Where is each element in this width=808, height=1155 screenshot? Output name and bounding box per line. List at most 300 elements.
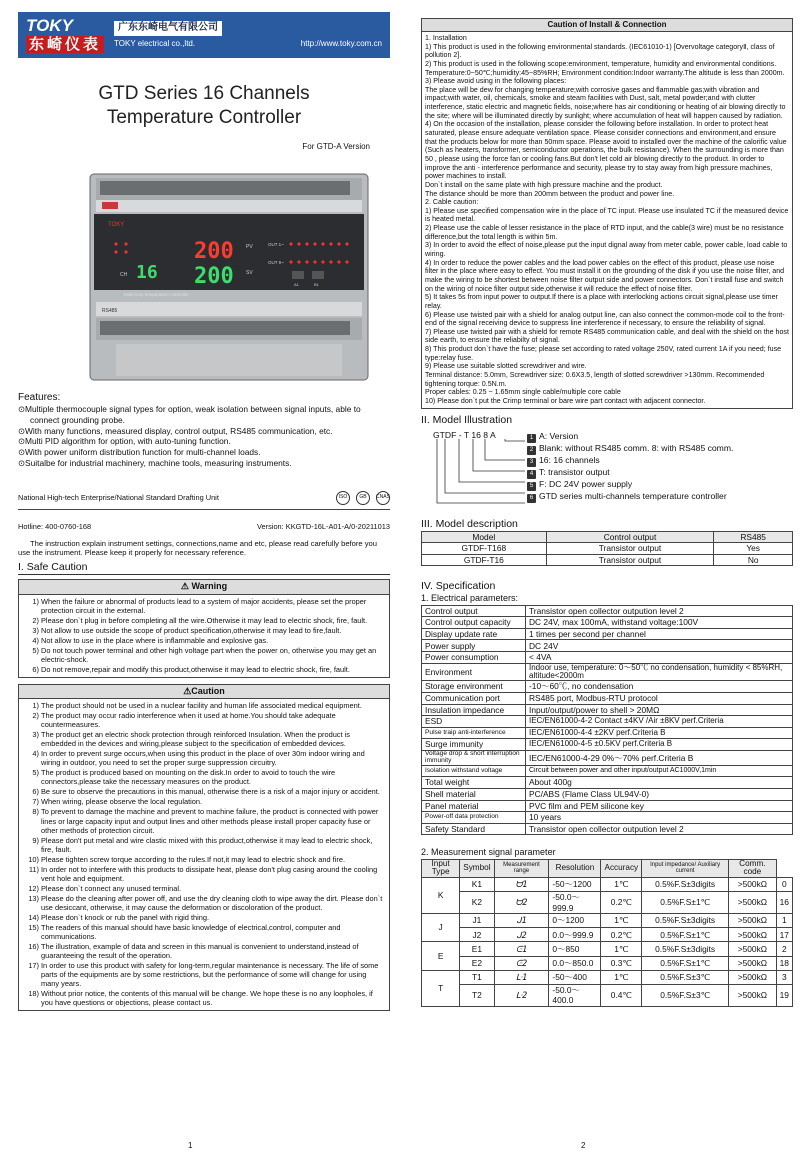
table-cell: >500kΩ xyxy=(729,928,777,942)
table-row xyxy=(422,789,793,801)
sv-label: SV xyxy=(246,269,253,276)
table-row xyxy=(422,800,793,812)
table-row xyxy=(422,812,793,824)
spec-label: Safety Standard xyxy=(422,823,526,835)
model-ill-text: 16: 16 channels xyxy=(539,454,600,465)
install-line: 4) In order to reduce the power cables and the load power cables on the effect of this product, please use noise filter in the place where easy to effect. You must install it on the grounding of the disk if you use the noise filter, and make the wiring to be shortest between noise filter output side and power connectors. Don`t install fuse and switch on the wiring of noice filter output side,otherwise it will reduce the effect of noise filter. xyxy=(425,258,785,293)
spec-value: < 4VA xyxy=(526,652,793,664)
model-ill-heading: II. Model Illustration xyxy=(421,413,513,426)
table-cell: 0.0～999.9 xyxy=(549,928,601,942)
table-cell: 18 xyxy=(776,956,792,970)
table-cell: 0.5%F.S±1℃ xyxy=(642,956,729,970)
spec-label: Voltage drop & short interruption immunity xyxy=(422,750,526,765)
model-ill-text: GTD series multi-channels temperature controller xyxy=(539,490,727,501)
model-ill-item xyxy=(527,467,733,479)
table-cell: 1℃ xyxy=(601,942,642,956)
list-item-text: The product get an electric shock protection through reinforced Insulation. When the product is embedded in the devices and wiring,please subject to the specification of embedded devices. xyxy=(41,730,350,749)
list-item-text: To prevent to damage the machine and prevent to machine failure, the product is connected with power lines or large capacity input and output lines and other methods please install proper capacity fuse or other methods of protection circuit. xyxy=(41,807,379,835)
spec-value: Transistor open collector outpution level 2 xyxy=(526,823,793,835)
spec-value: 1 times per second per channel xyxy=(526,628,793,640)
list-item: 14) Please don`t knock or rub the panel with rigid thing. xyxy=(28,912,210,922)
table-row xyxy=(422,628,793,640)
spec-value: PVC film and PEM silicone key xyxy=(526,800,793,812)
table-row xyxy=(422,681,793,693)
table-cell: >500kΩ xyxy=(729,877,777,891)
table-cell: 0.4℃ xyxy=(601,984,642,1006)
model-ill-num: 4 xyxy=(527,470,536,479)
list-item: 10) Please tighten screw torque according to the rules.If not,it may lead to electric shock and fire. xyxy=(28,854,345,864)
table-cell: >500kΩ xyxy=(729,984,777,1006)
model-illustration xyxy=(421,427,793,513)
table-row xyxy=(422,640,793,652)
list-item-text: The product should not be used in a nuclear facility and human life associated medical equipment. xyxy=(41,701,362,711)
table-cell: 0.5%F.S±3℃ xyxy=(642,970,729,984)
list-item-text: Be sure to observe the precautions in this manual, otherwise there is a risk of a major injury or accident. xyxy=(41,787,380,797)
table-header-cell: Control output xyxy=(546,531,714,543)
page-number: 1 xyxy=(188,1141,193,1150)
gb-icon: GB xyxy=(356,491,370,505)
table-cell: Transistor output xyxy=(546,543,714,555)
symbol-cell: ᕮ1 xyxy=(494,942,549,956)
table-cell: GTDF-T168 xyxy=(422,543,547,555)
table-cell: -50.0～999.9 xyxy=(549,892,601,914)
spec-label: Control output xyxy=(422,605,526,617)
version-note: For GTD-A Version xyxy=(302,141,370,151)
table-cell: 0.2℃ xyxy=(601,892,642,914)
symbol-cell: ᗨ1 xyxy=(494,877,549,891)
spec-value: IEC/EN61000-4-2 Contact ±4KV /Air ±8KV perf.Criteria xyxy=(526,716,793,728)
list-item: 17) In order to use this product with safety for long-term,regular maintenance is necessary. The life of some parts of the equipments are by some restrictions, but the performance of some will change for using many years. xyxy=(28,960,379,989)
symbol-cell: ᒍ1 xyxy=(494,914,549,928)
table-row xyxy=(422,617,793,629)
list-item: 1) When the failure or abnormal of products lead to a system of major accidents, please set the proper protection circuit in the external. xyxy=(32,596,367,615)
table-row xyxy=(422,750,793,765)
install-line: 2. Cable caution: xyxy=(425,198,479,207)
table-row xyxy=(422,704,793,716)
list-item: 3) The product get an electric shock protection through reinforced Insulation. When the product is embedded in the devices and wiring,please subject to the specification of embedded devices. xyxy=(32,730,350,749)
table-cell: -50.0～400.0 xyxy=(549,984,601,1006)
spec-table xyxy=(421,605,793,836)
install-line: 3) In order to avoid the effect of noise,please put the input dignal away from meter cable, power cable, load cable to wiring. xyxy=(425,241,788,259)
list-item-text: Please do the cleaning after power off, and use the dry cleaning cloth to wipe away the dirt. Please don`t use desiccant, otherwise, it may cause the deformation or discoloration of the product. xyxy=(41,893,383,912)
pv-label: PV xyxy=(246,243,253,250)
model-ill-item xyxy=(527,491,733,503)
table-row xyxy=(422,892,793,914)
table-row xyxy=(422,823,793,835)
spec-value: IEC/EN61000-4-4 ±2KV perf.Criteria B xyxy=(526,727,793,739)
install-line: 1) Please use specified compensation wire in the place of TC input. Please use insulated TC if the measured device is heated metal. xyxy=(425,206,789,224)
list-item-text: Not allow to use in the place where is inflammable and explosive gas. xyxy=(41,635,269,645)
caution-title: ⚠Caution xyxy=(19,685,389,699)
table-cell: 0.5%F.S±3digits xyxy=(642,942,729,956)
symbol-cell: ᕮ2 xyxy=(494,956,549,970)
list-item: 9) Please don't put metal and wire clastic mixed with this product,otherwise it may lead to electric shock, fire, fault. xyxy=(32,835,373,854)
header-bar xyxy=(18,12,390,58)
input-type-cell: E xyxy=(422,942,460,970)
model-ill-item xyxy=(527,431,733,443)
table-header-cell: Accuracy xyxy=(601,859,642,877)
input-type-cell: T xyxy=(422,970,460,1006)
list-item-text: Please don`t plug in before completing all the wire.Otherwise it may lead to electric shock, fire, fault. xyxy=(41,615,368,625)
spec-label: Total weight xyxy=(422,777,526,789)
features-section xyxy=(18,392,390,469)
spec-value: Indoor use, temperature: 0～50℃ no condensation, humidity < 85%RH, altitude<2000m xyxy=(526,663,793,681)
table-cell: 19 xyxy=(776,984,792,1006)
table-header-cell: Comm. code xyxy=(729,859,777,877)
table-cell: 1℃ xyxy=(601,914,642,928)
list-item: 7) When wiring, please observe the local regulation. xyxy=(32,797,203,807)
model-ill-text: Blank: without RS485 comm. 8: with RS485 comm. xyxy=(539,442,734,453)
rs485-label: RS485 xyxy=(102,307,118,314)
warning-box xyxy=(18,579,390,678)
symbol-cell: ᒷ1 xyxy=(494,970,549,984)
table-cell: 0.5%F.S±3℃ xyxy=(642,984,729,1006)
table-cell: Yes xyxy=(714,543,793,555)
table-cell: 0.3℃ xyxy=(601,956,642,970)
spec-value: 10 years xyxy=(526,812,793,824)
table-cell: >500kΩ xyxy=(729,970,777,984)
install-body xyxy=(422,32,792,408)
table-cell: K2 xyxy=(460,892,494,914)
table-row xyxy=(422,663,793,681)
spec-label: Storage environment xyxy=(422,681,526,693)
install-line: Don`t install on the same plate with high pressure machine and the product. xyxy=(425,180,663,189)
table-cell: E2 xyxy=(460,956,494,970)
table-cell: 2 xyxy=(776,942,792,956)
table-header-cell: Symbol xyxy=(460,859,494,877)
spec-value: DC 24V xyxy=(526,640,793,652)
list-item: 11) In order not to interfere with this products to dissipate heat, please don't plug casing around the cooling vent hole and equipment. xyxy=(28,864,378,883)
install-line: 10) Please don`t put the Crimp terminal or bare wire part contact with adjacent connector. xyxy=(425,396,706,405)
table-cell: T2 xyxy=(460,984,494,1006)
install-line: 1) This product is used in the following environmental standards. (IEC61010-1) [Overvoltage categoryⅡ, class of pollution 2]. xyxy=(425,42,775,60)
list-item-text: Please don`t knock or rub the panel with rigid thing. xyxy=(41,912,210,922)
table-cell: 0～1200 xyxy=(549,914,601,928)
table-row xyxy=(422,554,793,566)
table-cell: >500kΩ xyxy=(729,942,777,956)
install-line: 8) This product don`t have the fuse; please set according to rated voltage 250V, rated current 1A if you need; fuse type:relay fuse. xyxy=(425,345,782,362)
brand-logo xyxy=(26,17,104,53)
table-cell: Transistor output xyxy=(546,554,714,566)
warning-list xyxy=(19,595,389,677)
list-item: 4) Not allow to use in the place where is inflammable and explosive gas. xyxy=(32,635,269,645)
logo-en: TOKY xyxy=(26,16,73,35)
spec-value: Input/output/power to shell > 20MΩ xyxy=(526,704,793,716)
list-item: 8) To prevent to damage the machine and prevent to machine failure, the product is connected with power lines or large capacity input and output lines and other methods please install proper capacity fuse or other methods of protection circuit. xyxy=(32,807,379,835)
table-row xyxy=(422,605,793,617)
table-cell: 17 xyxy=(776,928,792,942)
list-item-text: Do not touch power terminal and other high voltage part when the power on, otherwise you may get an electric-shock. xyxy=(41,645,377,664)
install-line: Terminal distance: 5.0mm, Screwdriver size: 0.6X3.5, length of slotted screwdriver >130mm. Recommended tightening torque: 0.5N.m. xyxy=(425,370,765,388)
table-cell: 0～850 xyxy=(549,942,601,956)
model-ill-num: 6 xyxy=(527,494,536,503)
table-row xyxy=(422,727,793,739)
table-cell: 0.5%F.S±1℃ xyxy=(642,892,729,914)
a1-key xyxy=(292,271,304,279)
meas-table xyxy=(421,859,793,1007)
list-item-text: In order to prevent surge occurs,when using this product in the place of over 30m indoor wiring and wiring in outdoor, you need to set the proper surge suppression circuitry. xyxy=(41,749,365,768)
logo-cn: 东崎仪表 xyxy=(26,36,104,53)
device-image xyxy=(86,172,372,382)
warning-title: ⚠ Warning xyxy=(19,580,389,594)
table-cell: 1 xyxy=(776,914,792,928)
model-desc-table xyxy=(421,531,793,567)
spec-value: RS485 port, Modbus-RTU protocol xyxy=(526,693,793,705)
table-cell: >500kΩ xyxy=(729,956,777,970)
spec-label: Communication port xyxy=(422,693,526,705)
sv-display: 200 xyxy=(194,263,234,289)
table-row xyxy=(422,777,793,789)
table-cell: 1℃ xyxy=(601,877,642,891)
feature-item: ⊙Suitalbe for industrial machinery, machine tools, measuring instruments. xyxy=(18,457,292,468)
table-cell: 0.0～850.0 xyxy=(549,956,601,970)
list-item-text: Do not remove,repair and modify this product,otherwise it may lead to electric shock, fire, fault. xyxy=(41,664,350,674)
table-cell: 1℃ xyxy=(601,970,642,984)
list-item: 18) Without prior notice, the contents of this manual will be change. We hope these is no any loopholes, if you have questions or objections, please contact us. xyxy=(28,989,373,1008)
model-ill-num: 2 xyxy=(527,446,536,455)
model-ill-text: T: transistor output xyxy=(539,466,610,477)
company-cn: 广东东崎电气有限公司 xyxy=(114,21,222,36)
list-item: 13) Please do the cleaning after power off, and use the dry cleaning cloth to wipe away the dirt. Please don`t use desiccant, otherwise, it may cause the deformation or discoloration of the product. xyxy=(28,893,383,912)
spec-label: Isolation withstand voltage xyxy=(422,765,526,777)
install-line: 5) It takes 5s from input power to output.If there is a place with interlocking actions circuit signal,please use timer relay. xyxy=(425,293,778,310)
company-url[interactable]: http://www.toky.com.cn xyxy=(300,38,382,48)
spec-label: Power-off data protection xyxy=(422,812,526,824)
caution-box xyxy=(18,684,390,1011)
iso-icon: ISO xyxy=(336,491,350,505)
install-line: 9) Please use suitable slotted screwdriver and wire. xyxy=(425,362,587,371)
table-cell: -50～1200 xyxy=(549,877,601,891)
model-ill-item xyxy=(527,455,733,467)
spec-label: ESD xyxy=(422,716,526,728)
title-line-2: Temperature Controller xyxy=(106,106,302,128)
install-line: Proper cables: 0.25 ~ 1.65mm single cable/multiple core cable xyxy=(425,388,621,397)
list-item: 4) In order to prevent surge occurs,when using this product in the place of over 30m indoor wiring and wiring in outdoor, you need to set the proper surge suppression circuitry. xyxy=(32,749,365,768)
ch-display: 16 xyxy=(136,261,158,283)
spec-label: Panel material xyxy=(422,800,526,812)
table-row xyxy=(422,765,793,777)
device-brand: TOKY xyxy=(108,221,125,228)
out-9-label: OUT 9~ xyxy=(268,259,284,265)
spec-value: -10～60℃, no condensation xyxy=(526,681,793,693)
table-row xyxy=(422,970,793,984)
table-cell: 0 xyxy=(776,877,792,891)
list-item-text: In order not to interfere with this products to dissipate heat, please don't plug casing around the cooling vent hole and equipment. xyxy=(41,864,378,883)
spec-sub: 1. Electrical parameters: xyxy=(421,593,519,604)
spec-label: Control output capacity xyxy=(422,617,526,629)
model-code: GTDF - T 16 8 A xyxy=(433,429,496,440)
model-ill-text: A: Version xyxy=(539,430,579,441)
title-line-1: GTD Series 16 Channels xyxy=(98,83,310,104)
table-cell: J2 xyxy=(460,928,494,942)
hotline-row xyxy=(18,522,390,531)
table-header-cell: Model xyxy=(422,531,547,543)
b1-key xyxy=(312,271,324,279)
input-type-cell: K xyxy=(422,877,460,913)
feature-item: ⊙Multi PID algorithm for option, with auto-tuning function. xyxy=(18,436,231,447)
model-ill-text: F: DC 24V power supply xyxy=(539,478,633,489)
list-item: 16) The illustration, example of data and screen in this manual is convenient to understand,instead of guaranteeing the result of the operation. xyxy=(28,941,359,960)
list-item-text: The readers of this manual should have basic knowledge of electrical,control, computer and communications. xyxy=(41,922,341,941)
spec-value: About 400g xyxy=(526,777,793,789)
table-cell: J1 xyxy=(460,914,494,928)
table-cell: -50～400 xyxy=(549,970,601,984)
spec-label: Shell material xyxy=(422,789,526,801)
list-item-text: Not allow to use outside the scope of product specification,otherwise it may lead to fire,fault. xyxy=(41,625,342,635)
table-row xyxy=(422,693,793,705)
table-cell: K1 xyxy=(460,877,494,891)
table-row xyxy=(422,956,793,970)
table-row xyxy=(422,652,793,664)
list-item-text: Without prior notice, the contents of this manual will be change. We hope these is no any loopholes, if you have questions or objections, please contact us. xyxy=(41,989,373,1008)
spec-label: Display update rate xyxy=(422,628,526,640)
list-item-text: When wiring, please observe the local regulation. xyxy=(41,797,203,807)
a1-label: A1 xyxy=(294,281,299,287)
spec-label: Power consumption xyxy=(422,652,526,664)
list-item: 6) Be sure to observe the precautions in this manual, otherwise there is a risk of a major injury or accident. xyxy=(32,787,380,797)
table-header-row xyxy=(422,859,793,877)
cert-text: National High-tech Enterprise/National Standard Drafting Unit xyxy=(18,492,219,502)
list-item: 12) Please don`t connect any unused terminal. xyxy=(28,883,182,893)
spec-value: Transistor open collector outpution level 2 xyxy=(526,605,793,617)
install-line: 7) Please use twisted pair with a shield for remote RS485 communication cable, and deal with the shield on the host side earth, to ensure the reliabilty of signal. xyxy=(425,327,789,345)
install-line: The distance should be more than 200mm between the product and power line. xyxy=(425,189,675,198)
safe-caution-heading: I. Safe Caution xyxy=(18,561,390,575)
list-item-text: Please tighten screw torque according to the rules.If not,it may lead to electric shock and fire. xyxy=(41,854,345,864)
spec-value: IEC/EN61000-4-5 ±0.5KV perf.Criteria B xyxy=(526,739,793,751)
cnas-icon: CNAS xyxy=(376,491,390,505)
spec-label: Environment xyxy=(422,663,526,681)
table-row xyxy=(422,739,793,751)
feature-item: ⊙Multiple thermocouple signal types for option, weak isolation between signal inputs, able to connect grounding probe. xyxy=(18,404,361,425)
table-row xyxy=(422,942,793,956)
spec-value: DC 24V, max 100mA, withstand voltage:100V xyxy=(526,617,793,629)
install-box xyxy=(421,18,793,409)
symbol-cell: ᒷ2 xyxy=(494,984,549,1006)
list-item-text: The product may occur radio interference when it used at home.You should take adequate countermeasures. xyxy=(41,711,336,730)
page-1 xyxy=(18,0,390,1155)
list-item: 3) Not allow to use outside the scope of product specification,otherwise it may lead to fire,fault. xyxy=(32,625,342,635)
install-line: 2) Please use the cable of lesser resistance in the place of RTD input, and the cable(3 wire) must be no resistance difference,but the total length is within 5m. xyxy=(425,224,784,241)
spec-heading: IV. Specification xyxy=(421,580,496,593)
feature-item: ⊙With many functions, measured display, control output, RS485 communication, etc. xyxy=(18,425,333,436)
device-sublabel: Multi-loop temperature controller xyxy=(124,291,189,297)
symbol-cell: ᒍ2 xyxy=(494,928,549,942)
install-line: 2) This product is used in the following scope:environment, temperature, humidity and environmental conditions. Temperature:0~50℃;humidity:45~85%RH; Environment condition:Indoor warranty.The altitude is less than 2000m. xyxy=(425,59,785,77)
table-row xyxy=(422,543,793,555)
pv-display: 200 xyxy=(194,238,234,264)
table-row xyxy=(422,984,793,1006)
model-ill-item xyxy=(527,479,733,491)
table-row xyxy=(422,914,793,928)
spec-label: Insulation impedance xyxy=(422,704,526,716)
install-title: Caution of Install & Connection xyxy=(422,19,792,32)
list-item: 15) The readers of this manual should have basic knowledge of electrical,control, computer and communications. xyxy=(28,922,341,941)
list-item-text: The product is produced based on mounting on the disk.In order to avoid to touch the wire connectors,please take the necessary measures on the product. xyxy=(41,768,336,787)
spec-value: PC/ABS (Flame Class UL94V-0) xyxy=(526,789,793,801)
install-line: 1. Installation xyxy=(425,34,467,42)
ch-label: CH xyxy=(120,271,128,278)
table-row xyxy=(422,877,793,891)
list-item: 2) Please don`t plug in before completing all the wire.Otherwise it may lead to electric shock, fire, fault. xyxy=(32,615,368,625)
list-item-text: Please don`t connect any unused terminal. xyxy=(41,883,182,893)
table-header-cell: RS485 xyxy=(714,531,793,543)
input-type-cell: J xyxy=(422,914,460,942)
table-cell: 3 xyxy=(776,970,792,984)
table-cell: T1 xyxy=(460,970,494,984)
doc-version: Version: KKGTD-16L-A01-A/0-20211013 xyxy=(257,521,390,531)
table-header-cell: Input Type xyxy=(422,859,460,877)
install-line: 4) On the occasion of the installation, please consider the following before installation. In order to protect heat saturated, please ensure adequate ventilation space. Please consider connections and environment,and ensure that the products below for more than 50mm space. Please avoid to installed over the machine of the calorific value (Such as heaters, transformer, semiconductor operations, the bulk resistance). When the surrounding is more than 50 , please using the force fan or cooling fans.But don't let cold air blowing directly to the product. In order to improve the anti - interference performance and security, please try to stay away from high pressure machines, power machines to install. xyxy=(425,120,787,181)
table-header-cell: Measurement range xyxy=(494,859,549,877)
list-item: 2) The product may occur radio interference when it used at home.You should take adequate countermeasures. xyxy=(32,711,336,730)
install-line: The place will be dew for changing temperature;with corrosive gases and flammable gas;with vibration and impact;with water, oil, chemicals, smoke and steam facilities with Dust, salt, metal powder;and with clutter interference, static electric and magnetic fields, noise;where has air conditioning or heating of air blowing directly to the site; where will be illuminated directly by sunlight; where accumulation of heat will happen caused by radiation. xyxy=(425,85,786,120)
model-ill-num: 5 xyxy=(527,482,536,491)
table-cell: GTDF-T16 xyxy=(422,554,547,566)
spec-label: Pulse traip anti-interference xyxy=(422,727,526,739)
list-item: 1) The product should not be used in a nuclear facility and human life associated medical equipment. xyxy=(32,701,362,711)
table-row xyxy=(422,928,793,942)
table-header-cell: Input impedance/ Auxiliary current xyxy=(642,859,729,877)
table-header-row xyxy=(422,531,793,543)
page-number: 2 xyxy=(581,1141,586,1150)
doc-title xyxy=(18,82,390,130)
table-cell: 0.5%F.S±1℃ xyxy=(642,928,729,942)
model-desc-heading: III. Model description xyxy=(421,517,518,530)
feature-item: ⊙With power uniform distribution function for multi-channel loads. xyxy=(18,447,261,457)
list-item-text: In order to use this product with safety for long-term,regular maintenance is necessary. The life of some parts of the equipments are by some restrictions, but the performance of some will change for using many years. xyxy=(41,960,379,989)
install-line: 3) Please avoid using in the following places: xyxy=(425,77,567,86)
out-1-label: OUT 1~ xyxy=(268,241,284,247)
list-item: 5) The product is produced based on mounting on the disk.In order to avoid to touch the wire connectors,please take the necessary measures on the product. xyxy=(32,768,336,787)
list-item-text: When the failure or abnormal of products lead to a system of major accidents, please set the proper protection circuit in the external. xyxy=(41,596,367,615)
company-en: TOKY electrical co.,ltd. xyxy=(114,38,196,48)
table-cell: 16 xyxy=(776,892,792,914)
meas-heading: 2. Measurement signal parameter xyxy=(421,847,556,858)
install-line: 6) Please use twisted pair with a shield for analog output line, can also connect the common-mode coil to the front-end of the signal receiving device to suppress line interference if necessary, to ensure the reliability of signal. xyxy=(425,310,785,328)
model-bracket-lines xyxy=(421,427,541,513)
spec-label: Power supply xyxy=(422,640,526,652)
table-row xyxy=(422,716,793,728)
caution-list xyxy=(19,699,389,1010)
table-cell: 0.5%F.S±3digits xyxy=(642,877,729,891)
table-cell: No xyxy=(714,554,793,566)
model-ill-item xyxy=(527,443,733,455)
list-item: 5) Do not touch power terminal and other high voltage part when the power on, otherwise you may get an electric-shock. xyxy=(32,645,377,664)
cert-line xyxy=(18,491,390,510)
hotline: Hotline: 400-0760-168 xyxy=(18,521,92,531)
spec-value: IEC/EN61000-4-29 0%～70% perf.Criteria B xyxy=(526,750,793,765)
table-cell: >500kΩ xyxy=(729,892,777,914)
page-2 xyxy=(421,0,793,1155)
spec-label: Surge immunity xyxy=(422,739,526,751)
list-item-text: Please don't put metal and wire clastic mixed with this product,otherwise it may lead to electric shock, fire, fault. xyxy=(41,835,373,854)
features-heading: Features: xyxy=(18,391,61,403)
list-item: 6) Do not remove,repair and modify this product,otherwise it may lead to electric shock, fire, fault. xyxy=(32,664,350,674)
intro-text: The instruction explain instrument settings, connections,name and etc, please read carefully before you use the instrument. Please keep it properly for necessary reference. xyxy=(18,538,377,557)
b1-label: B1 xyxy=(314,281,319,287)
table-cell: >500kΩ xyxy=(729,914,777,928)
table-header-cell: Resolution xyxy=(549,859,601,877)
spec-value: Circuit between power and other input/output AC1000V,1min xyxy=(526,765,793,777)
symbol-cell: ᗨ2 xyxy=(494,892,549,914)
table-cell: E1 xyxy=(460,942,494,956)
model-ill-num: 3 xyxy=(527,458,536,467)
list-item-text: The illustration, example of data and screen in this manual is convenient to understand,instead of guaranteeing the result of the operation. xyxy=(41,941,359,960)
table-cell: 0.5%F.S±3digits xyxy=(642,914,729,928)
table-cell: 0.2℃ xyxy=(601,928,642,942)
model-ill-num: 1 xyxy=(527,434,536,443)
